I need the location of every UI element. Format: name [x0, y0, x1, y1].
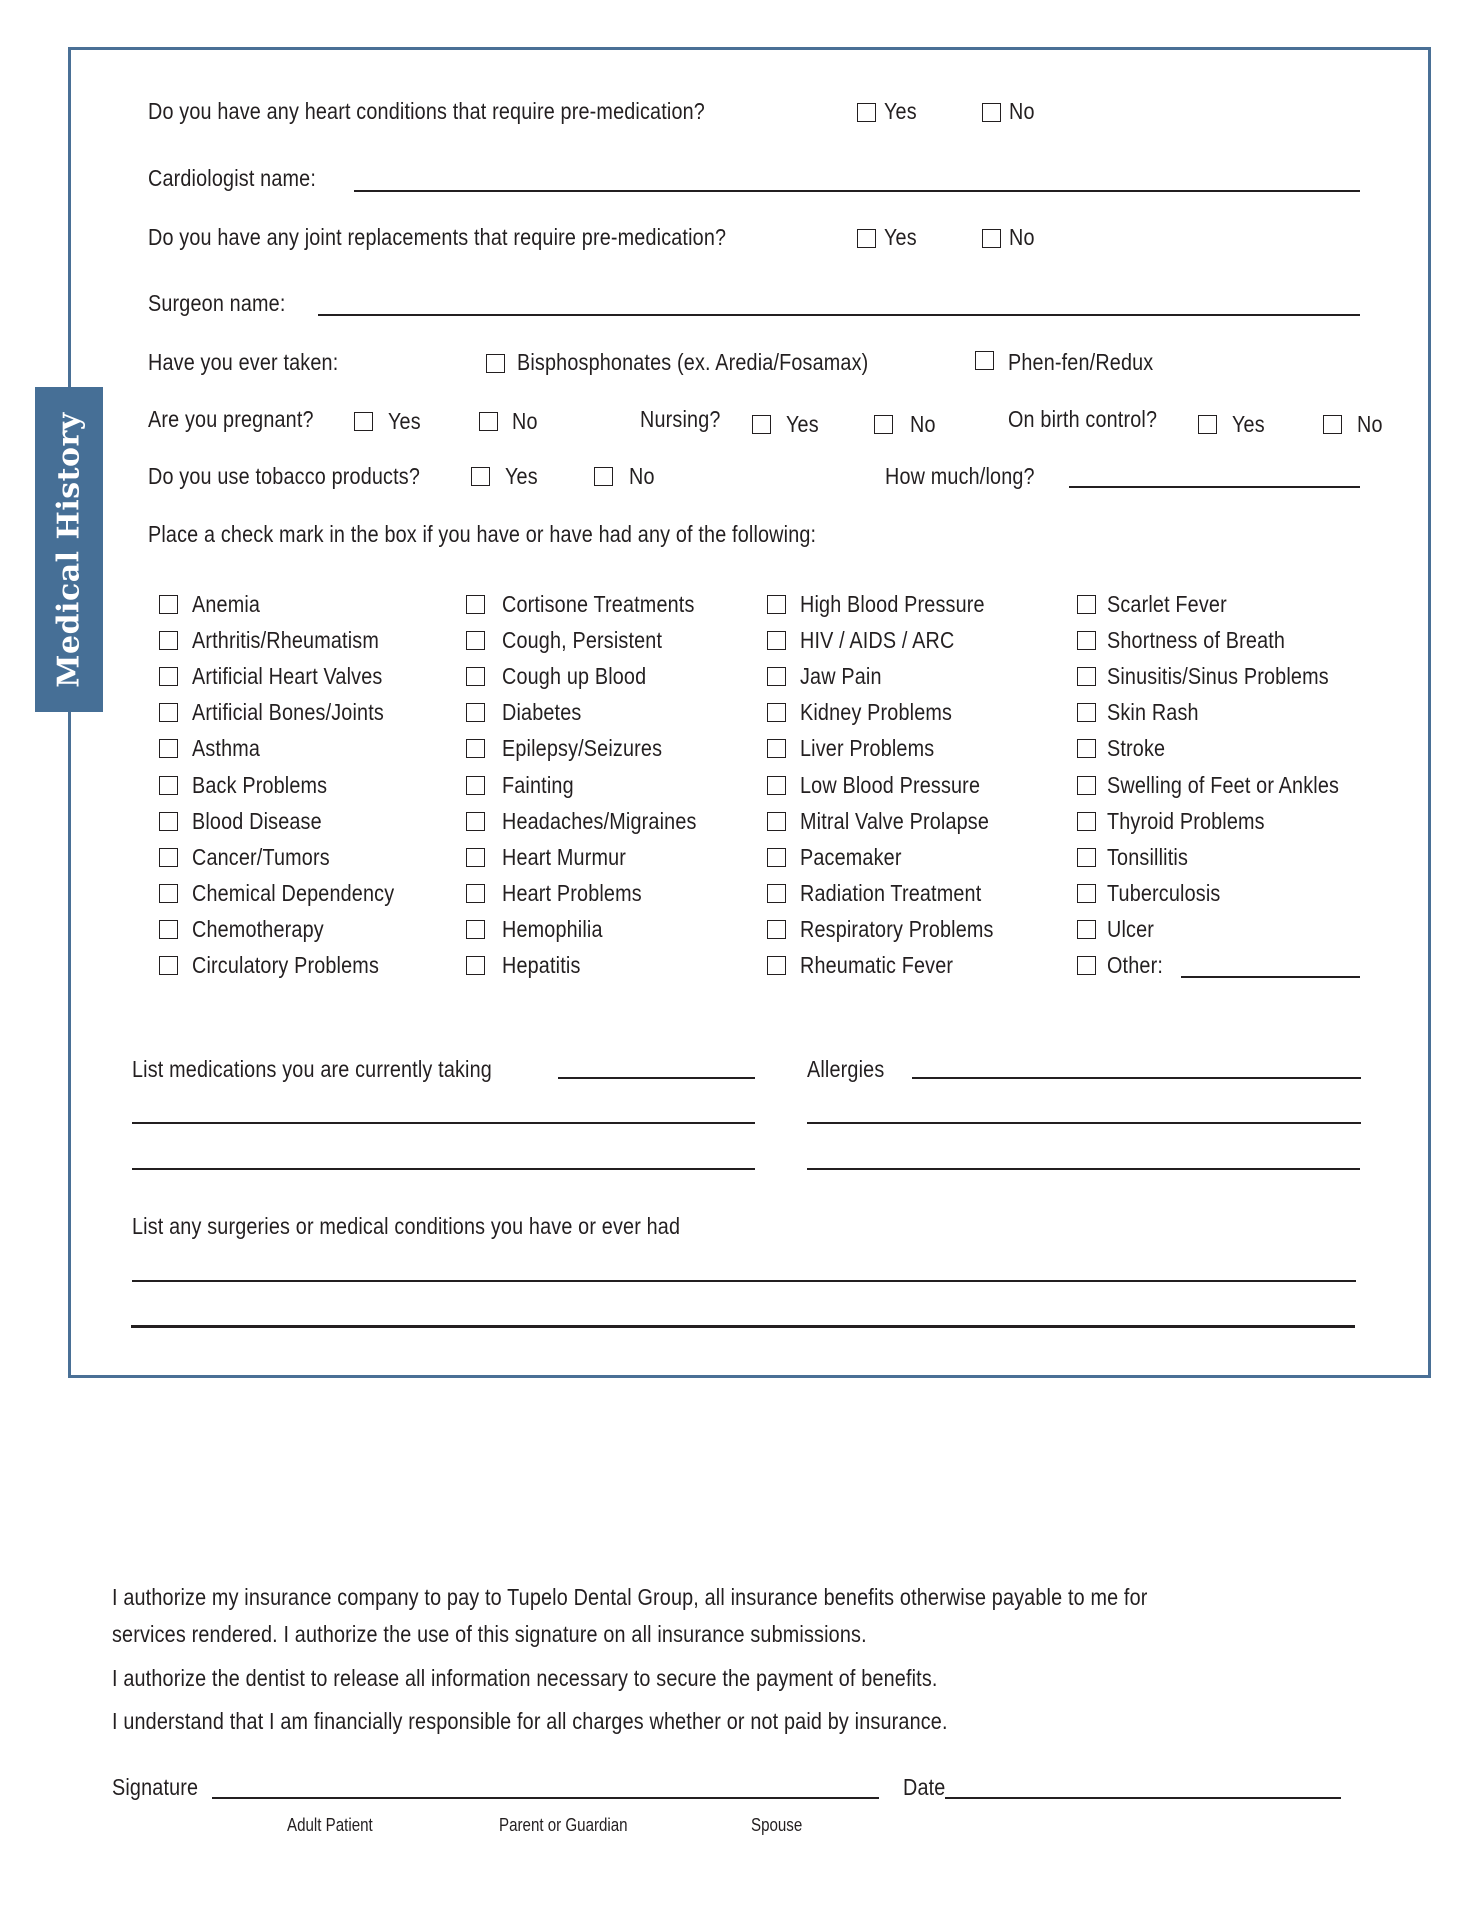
nursing-yes-label: Yes: [786, 411, 819, 437]
condition-label: Other:: [1107, 952, 1164, 978]
condition-label: Skin Rash: [1107, 699, 1199, 726]
condition-checkbox[interactable]: [466, 595, 485, 614]
condition-label: Liver Problems: [800, 735, 935, 762]
condition-checkbox[interactable]: [767, 884, 786, 903]
tobacco-no-label: No: [629, 463, 655, 489]
condition-label: Chemotherapy: [192, 915, 324, 942]
other-condition-input[interactable]: [1181, 976, 1360, 978]
condition-label: Cough, Persistent: [502, 627, 663, 654]
phen-fen-checkbox[interactable]: [975, 351, 994, 370]
condition-checkbox[interactable]: [767, 739, 786, 758]
condition-label: Anemia: [192, 591, 261, 617]
medications-label: List medications you are currently taking: [132, 1056, 492, 1082]
condition-label: HIV / AIDS / ARC: [800, 627, 955, 654]
condition-checkbox[interactable]: [1077, 667, 1096, 686]
condition-label: Low Blood Pressure: [800, 771, 981, 798]
condition-label: Scarlet Fever: [1107, 591, 1227, 617]
condition-checkbox[interactable]: [1077, 703, 1096, 722]
birth-control-no-checkbox[interactable]: [1323, 415, 1342, 434]
condition-label: Epilepsy/Seizures: [502, 735, 663, 762]
condition-label: Circulatory Problems: [192, 952, 380, 978]
role-adult-patient: Adult Patient: [287, 1815, 373, 1835]
nursing-yes-checkbox[interactable]: [752, 415, 771, 434]
condition-label: Swelling of Feet or Ankles: [1107, 771, 1340, 798]
condition-label: Back Problems: [192, 771, 328, 798]
condition-label: Cortisone Treatments: [502, 591, 695, 617]
allergies-label: Allergies: [807, 1056, 885, 1082]
pregnant-yes-label: Yes: [388, 408, 421, 434]
joint-no-checkbox[interactable]: [982, 229, 1001, 248]
joint-no-label: No: [1009, 224, 1035, 250]
condition-checkbox[interactable]: [466, 920, 485, 939]
allergies-input-line-1[interactable]: [912, 1077, 1361, 1079]
condition-checkbox[interactable]: [159, 703, 178, 722]
condition-label: Cough up Blood: [502, 663, 647, 690]
birth-control-yes-label: Yes: [1232, 411, 1265, 437]
date-input[interactable]: [945, 1797, 1341, 1799]
condition-checkbox[interactable]: [1077, 848, 1096, 867]
condition-checkbox[interactable]: [767, 595, 786, 614]
tobacco-yes-label: Yes: [505, 463, 538, 489]
section-tab: [35, 387, 103, 712]
authorization-text-2: services rendered. I authorize the use of this signature on all insurance submissions.: [112, 1621, 867, 1647]
condition-label: Shortness of Breath: [1107, 627, 1286, 654]
condition-checkbox[interactable]: [1077, 956, 1096, 975]
pregnant-yes-checkbox[interactable]: [354, 412, 373, 431]
condition-label: Heart Murmur: [502, 843, 627, 870]
surgeon-input[interactable]: [318, 314, 1360, 316]
role-spouse: Spouse: [751, 1815, 803, 1835]
joint-question-label: Do you have any joint replacements that require pre-medication?: [148, 224, 727, 250]
condition-label: Chemical Dependency: [192, 879, 395, 906]
condition-label: Tonsillitis: [1107, 843, 1189, 870]
birth-control-label: On birth control?: [1008, 406, 1158, 432]
condition-label: Artificial Bones/Joints: [192, 699, 384, 726]
condition-checkbox[interactable]: [1077, 776, 1096, 795]
condition-checkbox[interactable]: [767, 667, 786, 686]
condition-checkbox[interactable]: [466, 667, 485, 686]
tobacco-no-checkbox[interactable]: [594, 467, 613, 486]
condition-checkbox[interactable]: [767, 703, 786, 722]
condition-label: Kidney Problems: [800, 699, 953, 726]
bisphosphonates-label: Bisphosphonates (ex. Aredia/Fosamax): [517, 349, 869, 375]
birth-control-no-label: No: [1357, 411, 1383, 437]
condition-label: Ulcer: [1107, 915, 1155, 942]
birth-control-yes-checkbox[interactable]: [1198, 415, 1217, 434]
nursing-no-checkbox[interactable]: [874, 415, 893, 434]
surgeries-label: List any surgeries or medical conditions you have or ever had: [132, 1213, 681, 1239]
medications-input-line-3[interactable]: [132, 1168, 755, 1170]
condition-label: Sinusitis/Sinus Problems: [1107, 663, 1329, 690]
pregnant-no-label: No: [512, 408, 538, 434]
surgeon-label: Surgeon name:: [148, 290, 286, 316]
condition-checkbox[interactable]: [466, 776, 485, 795]
condition-checkbox[interactable]: [466, 884, 485, 903]
nursing-label: Nursing?: [640, 406, 721, 432]
condition-label: Respiratory Problems: [800, 915, 994, 942]
condition-label: Thyroid Problems: [1107, 807, 1265, 834]
signature-input[interactable]: [212, 1797, 879, 1799]
heart-no-label: No: [1009, 98, 1035, 124]
condition-checkbox[interactable]: [767, 956, 786, 975]
heart-no-checkbox[interactable]: [982, 103, 1001, 122]
ever-taken-label: Have you ever taken:: [148, 349, 339, 375]
condition-checkbox[interactable]: [1077, 920, 1096, 939]
checklist-instruction: Place a check mark in the box if you have or have had any of the following:: [148, 521, 817, 547]
condition-checkbox[interactable]: [466, 812, 485, 831]
condition-checkbox[interactable]: [466, 631, 485, 650]
role-parent-guardian: Parent or Guardian: [499, 1815, 628, 1835]
condition-label: Diabetes: [502, 699, 582, 726]
condition-checkbox[interactable]: [466, 956, 485, 975]
condition-label: Pacemaker: [800, 843, 902, 870]
condition-label: Artificial Heart Valves: [192, 663, 383, 690]
joint-yes-checkbox[interactable]: [857, 229, 876, 248]
condition-checkbox[interactable]: [1077, 739, 1096, 758]
nursing-no-label: No: [910, 411, 936, 437]
condition-checkbox[interactable]: [466, 703, 485, 722]
condition-label: Stroke: [1107, 735, 1166, 762]
authorization-text-4: I understand that I am financially responsible for all charges whether or not paid by insurance.: [112, 1708, 948, 1734]
phen-fen-label: Phen-fen/Redux: [1008, 349, 1154, 375]
how-much-label: How much/long?: [885, 463, 1035, 489]
heart-yes-label: Yes: [884, 98, 917, 124]
condition-label: Headaches/Migraines: [502, 807, 697, 834]
condition-checkbox[interactable]: [1077, 595, 1096, 614]
surgeries-input-line-2[interactable]: [131, 1325, 1355, 1328]
condition-checkbox[interactable]: [767, 631, 786, 650]
tobacco-label: Do you use tobacco products?: [148, 463, 421, 489]
date-label: Date: [903, 1774, 946, 1800]
condition-label: Tuberculosis: [1107, 879, 1221, 906]
condition-label: Asthma: [192, 735, 261, 762]
condition-checkbox[interactable]: [159, 776, 178, 795]
condition-checkbox[interactable]: [159, 920, 178, 939]
condition-label: Mitral Valve Prolapse: [800, 807, 990, 834]
allergies-input-line-3[interactable]: [807, 1168, 1360, 1170]
how-much-input[interactable]: [1069, 486, 1360, 488]
section-tab-label: Medical History: [51, 411, 87, 688]
condition-checkbox[interactable]: [159, 956, 178, 975]
medications-input-line-1[interactable]: [558, 1077, 755, 1079]
condition-checkbox[interactable]: [1077, 812, 1096, 831]
condition-label: High Blood Pressure: [800, 591, 985, 617]
cardiologist-label: Cardiologist name:: [148, 165, 317, 191]
condition-checkbox[interactable]: [159, 848, 178, 867]
bisphosphonates-checkbox[interactable]: [486, 354, 505, 373]
authorization-text-1: I authorize my insurance company to pay to Tupelo Dental Group, all insurance benefits otherwise payable to me for: [112, 1584, 1148, 1610]
surgeries-input-line-1[interactable]: [132, 1280, 1356, 1282]
condition-checkbox[interactable]: [159, 739, 178, 758]
condition-label: Jaw Pain: [800, 663, 882, 690]
pregnant-label: Are you pregnant?: [148, 406, 314, 432]
condition-checkbox[interactable]: [767, 812, 786, 831]
pregnant-no-checkbox[interactable]: [479, 412, 498, 431]
condition-label: Rheumatic Fever: [800, 952, 954, 978]
condition-checkbox[interactable]: [159, 884, 178, 903]
condition-checkbox[interactable]: [159, 631, 178, 650]
condition-checkbox[interactable]: [159, 667, 178, 686]
condition-checkbox[interactable]: [466, 739, 485, 758]
condition-label: Fainting: [502, 771, 574, 798]
condition-label: Heart Problems: [502, 879, 642, 906]
condition-checkbox[interactable]: [159, 595, 178, 614]
condition-checkbox[interactable]: [767, 776, 786, 795]
authorization-text-3: I authorize the dentist to release all information necessary to secure the payment of benefits.: [112, 1665, 938, 1691]
signature-label: Signature: [112, 1774, 199, 1800]
condition-label: Blood Disease: [192, 807, 322, 834]
condition-checkbox[interactable]: [767, 848, 786, 867]
condition-checkbox[interactable]: [1077, 631, 1096, 650]
condition-checkbox[interactable]: [466, 848, 485, 867]
heart-yes-checkbox[interactable]: [857, 103, 876, 122]
condition-checkbox[interactable]: [767, 920, 786, 939]
condition-checkbox[interactable]: [1077, 884, 1096, 903]
joint-yes-label: Yes: [884, 224, 917, 250]
cardiologist-input[interactable]: [354, 190, 1360, 192]
condition-checkbox[interactable]: [159, 812, 178, 831]
condition-label: Arthritis/Rheumatism: [192, 627, 379, 654]
condition-label: Radiation Treatment: [800, 879, 982, 906]
condition-label: Cancer/Tumors: [192, 843, 330, 870]
allergies-input-line-2[interactable]: [807, 1122, 1361, 1124]
condition-label: Hemophilia: [502, 915, 603, 942]
heart-question-label: Do you have any heart conditions that require pre-medication?: [148, 98, 705, 124]
condition-label: Hepatitis: [502, 952, 581, 978]
tobacco-yes-checkbox[interactable]: [471, 467, 490, 486]
medications-input-line-2[interactable]: [132, 1122, 755, 1124]
